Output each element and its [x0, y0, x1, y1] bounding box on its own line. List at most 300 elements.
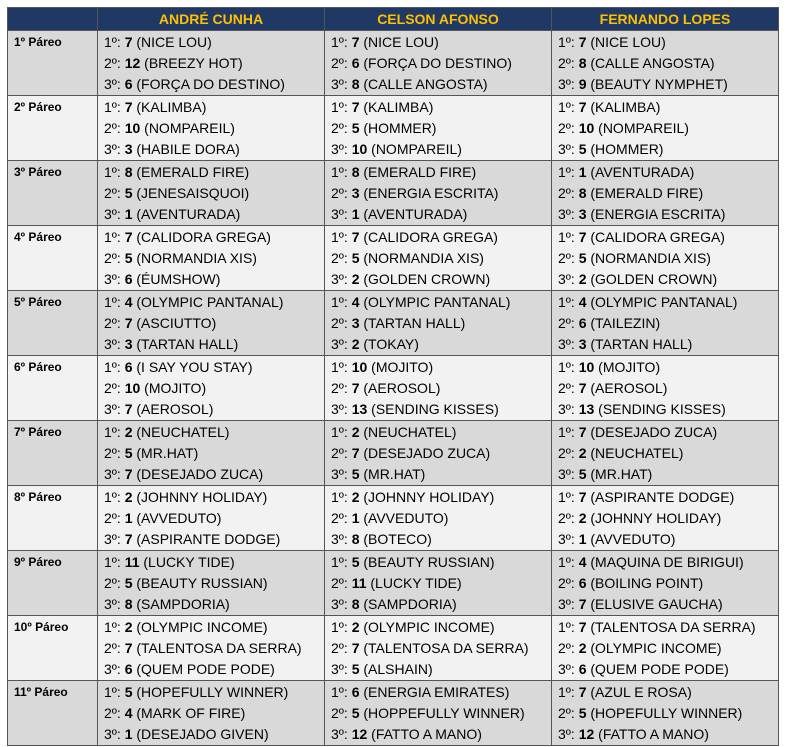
placing-label: 3º: [558, 661, 575, 677]
pick-line [558, 162, 778, 183]
placing-label: 2º: [558, 445, 575, 461]
horse-number: 6 [578, 575, 587, 591]
pick-line [558, 508, 778, 529]
placing-label: 3º: [104, 596, 121, 612]
horse-name: (BOTECO) [363, 531, 432, 547]
horse-number: 3 [351, 185, 360, 201]
horse-number: 8 [351, 164, 360, 180]
pick-cell [98, 616, 325, 681]
horse-name: (HOMMER) [363, 120, 437, 136]
pick-line [104, 32, 324, 53]
horse-name: (JOHNNY HOLIDAY) [363, 489, 495, 505]
placing-label: 2º: [558, 575, 575, 591]
placing-label: 3º: [331, 596, 348, 612]
placing-label: 1º: [331, 99, 348, 115]
race-label: 3º Páreo [8, 161, 98, 226]
horse-number: 7 [351, 99, 360, 115]
horse-number: 11 [124, 554, 140, 570]
horse-name: (NEUCHATEL) [590, 445, 684, 461]
pick-line [331, 638, 551, 659]
placing-label: 3º: [104, 206, 121, 222]
pick-line [331, 204, 551, 225]
placing-label: 1º: [558, 424, 575, 440]
column-header: CELSON AFONSO [325, 8, 552, 31]
horse-number: 2 [124, 424, 133, 440]
placing-label: 2º: [558, 510, 575, 526]
horse-number: 10 [351, 141, 368, 157]
pick-line [104, 508, 324, 529]
pick-cell [552, 31, 779, 96]
pick-cell [98, 551, 325, 616]
horse-number: 7 [124, 401, 133, 417]
horse-number: 7 [578, 34, 587, 50]
horse-number: 10 [351, 359, 368, 375]
placing-label: 3º: [104, 466, 121, 482]
pick-line [104, 74, 324, 95]
horse-number: 7 [351, 380, 360, 396]
placing-label: 2º: [331, 445, 348, 461]
horse-name: (MR.HAT) [363, 466, 426, 482]
placing-label: 3º: [104, 726, 121, 742]
horse-number: 2 [351, 424, 360, 440]
horse-name: (CALLE ANGOSTA) [590, 55, 715, 71]
horse-name: (MOJITO) [144, 380, 207, 396]
horse-number: 7 [351, 445, 360, 461]
horse-number: 8 [351, 596, 360, 612]
horse-number: 6 [351, 55, 360, 71]
horse-number: 2 [351, 336, 360, 352]
horse-number: 7 [351, 640, 360, 656]
placing-label: 2º: [331, 185, 348, 201]
race-row [8, 421, 779, 486]
placing-label: 1º: [331, 424, 348, 440]
horse-number: 1 [578, 164, 587, 180]
placing-label: 1º: [104, 489, 121, 505]
placing-label: 3º: [104, 336, 121, 352]
horse-number: 1 [124, 206, 133, 222]
horse-number: 5 [578, 466, 587, 482]
horse-number: 3 [351, 315, 360, 331]
pick-line [558, 617, 778, 638]
horse-name: (BEAUTY RUSSIAN) [363, 554, 495, 570]
horse-number: 6 [578, 661, 587, 677]
pick-line [331, 269, 551, 290]
pick-line [558, 183, 778, 204]
horse-number: 3 [578, 206, 587, 222]
placing-label: 3º: [104, 141, 121, 157]
pick-line [104, 204, 324, 225]
pick-cell [325, 551, 552, 616]
placing-label: 1º: [331, 164, 348, 180]
horse-name: (FORÇA DO DESTINO) [363, 55, 512, 71]
placing-label: 2º: [331, 380, 348, 396]
placing-label: 3º: [331, 466, 348, 482]
pick-line [331, 703, 551, 724]
horse-name: (ASPIRANTE DODGE) [136, 531, 281, 547]
pick-line [331, 378, 551, 399]
horse-name: (TALENTOSA DA SERRA) [363, 640, 529, 656]
horse-name: (ÉUMSHOW) [136, 271, 221, 287]
horse-number: 3 [124, 141, 133, 157]
horse-number: 2 [124, 489, 133, 505]
placing-label: 2º: [331, 120, 348, 136]
race-label: 6º Páreo [8, 356, 98, 421]
picks-table [7, 7, 779, 746]
pick-cell [325, 356, 552, 421]
horse-name: (NICE LOU) [136, 34, 212, 50]
placing-label: 2º: [558, 315, 575, 331]
horse-name: (MOJITO) [371, 359, 434, 375]
race-label: 2º Páreo [8, 96, 98, 161]
pick-line [104, 594, 324, 615]
pick-line [331, 464, 551, 485]
horse-name: (TOKAY) [363, 336, 419, 352]
placing-label: 2º: [104, 55, 121, 71]
horse-name: (CALIDORA GREGA) [363, 229, 498, 245]
horse-number: 7 [578, 380, 587, 396]
pick-cell [552, 291, 779, 356]
pick-cell [98, 226, 325, 291]
pick-cell [552, 551, 779, 616]
horse-number: 7 [124, 531, 133, 547]
horse-number: 5 [351, 120, 360, 136]
race-label: 4º Páreo [8, 226, 98, 291]
pick-line [104, 617, 324, 638]
horse-number: 5 [351, 705, 360, 721]
pick-line [331, 32, 551, 53]
pick-cell [325, 31, 552, 96]
placing-label: 3º: [104, 401, 121, 417]
pick-cell [98, 31, 325, 96]
horse-number: 7 [578, 596, 587, 612]
horse-name: (TALENTOSA DA SERRA) [136, 640, 302, 656]
placing-label: 3º: [558, 141, 575, 157]
pick-line [104, 724, 324, 745]
horse-number: 5 [351, 250, 360, 266]
pick-line [104, 443, 324, 464]
pick-line [558, 594, 778, 615]
placing-label: 2º: [558, 640, 575, 656]
horse-number: 6 [124, 76, 133, 92]
pick-line [104, 139, 324, 160]
pick-line [331, 573, 551, 594]
horse-name: (HOPEFULLY WINNER) [136, 684, 289, 700]
horse-name: (AEROSOL) [136, 401, 214, 417]
placing-label: 2º: [331, 250, 348, 266]
horse-name: (MARK OF FIRE) [136, 705, 246, 721]
pick-line [104, 638, 324, 659]
placing-label: 3º: [558, 336, 575, 352]
horse-number: 7 [124, 229, 133, 245]
horse-name: (KALIMBA) [136, 99, 207, 115]
pick-cell [98, 421, 325, 486]
horse-name: (ENERGIA ESCRITA) [363, 185, 499, 201]
horse-name: (SENDING KISSES) [371, 401, 499, 417]
pick-cell [552, 356, 779, 421]
pick-line [104, 97, 324, 118]
pick-line [331, 508, 551, 529]
placing-label: 1º: [104, 424, 121, 440]
horse-name: (AVVEDUTO) [590, 531, 676, 547]
placing-label: 2º: [104, 185, 121, 201]
horse-name: (DESEJADO GIVEN) [136, 726, 269, 742]
horse-number: 13 [351, 401, 368, 417]
pick-cell [552, 161, 779, 226]
horse-name: (NOMPAREIL) [144, 120, 235, 136]
horse-name: (MR.HAT) [590, 466, 653, 482]
race-row [8, 161, 779, 226]
horse-name: (DESEJADO ZUCA) [590, 424, 718, 440]
pick-line [331, 682, 551, 703]
horse-name: (SAMPDORIA) [363, 596, 457, 612]
horse-name: (ASCIUTTO) [136, 315, 217, 331]
pick-line [558, 248, 778, 269]
placing-label: 2º: [331, 575, 348, 591]
horse-number: 7 [351, 34, 360, 50]
placing-label: 1º: [558, 619, 575, 635]
horse-number: 5 [124, 575, 133, 591]
placing-label: 2º: [558, 705, 575, 721]
horse-number: 7 [351, 229, 360, 245]
horse-name: (AVVEDUTO) [363, 510, 449, 526]
pick-line [331, 139, 551, 160]
horse-name: (NORMANDIA XIS) [136, 250, 257, 266]
placing-label: 1º: [331, 359, 348, 375]
pick-line [331, 334, 551, 355]
placing-label: 2º: [104, 380, 121, 396]
horse-name: (SAMPDORIA) [136, 596, 230, 612]
horse-name: (LUCKY TIDE) [143, 554, 235, 570]
placing-label: 1º: [104, 294, 121, 310]
placing-label: 1º: [104, 229, 121, 245]
horse-number: 7 [578, 619, 587, 635]
pick-line [558, 487, 778, 508]
horse-name: (ENERGIA ESCRITA) [590, 206, 726, 222]
pick-line [104, 269, 324, 290]
pick-line [558, 204, 778, 225]
pick-line [558, 139, 778, 160]
horse-name: (JOHNNY HOLIDAY) [136, 489, 268, 505]
horse-number: 10 [578, 359, 595, 375]
pick-cell [98, 356, 325, 421]
placing-label: 2º: [104, 315, 121, 331]
placing-label: 3º: [558, 206, 575, 222]
horse-number: 12 [124, 55, 141, 71]
pick-line [331, 74, 551, 95]
pick-line [104, 552, 324, 573]
pick-cell [325, 486, 552, 551]
placing-label: 2º: [558, 250, 575, 266]
placing-label: 1º: [331, 489, 348, 505]
horse-number: 5 [124, 445, 133, 461]
placing-label: 1º: [331, 229, 348, 245]
placing-label: 1º: [104, 684, 121, 700]
horse-number: 8 [351, 76, 360, 92]
horse-name: (NOMPAREIL) [598, 120, 689, 136]
horse-name: (I SAY YOU STAY) [136, 359, 253, 375]
horse-number: 5 [351, 661, 360, 677]
horse-number: 7 [124, 99, 133, 115]
pick-cell [98, 681, 325, 746]
horse-name: (MOJITO) [598, 359, 661, 375]
placing-label: 1º: [104, 164, 121, 180]
pick-line [104, 464, 324, 485]
horse-number: 7 [578, 684, 587, 700]
horse-number: 5 [351, 554, 360, 570]
horse-name: (EMERALD FIRE) [363, 164, 477, 180]
placing-label: 1º: [331, 34, 348, 50]
horse-name: (HABILE DORA) [136, 141, 240, 157]
placing-label: 2º: [558, 55, 575, 71]
horse-name: (ENERGIA EMIRATES) [363, 684, 510, 700]
horse-name: (AVENTURADA) [590, 164, 695, 180]
placing-label: 3º: [331, 206, 348, 222]
placing-label: 3º: [104, 661, 121, 677]
horse-number: 12 [351, 726, 368, 742]
horse-name: (HOPEFULLY WINNER) [590, 705, 743, 721]
horse-name: (KALIMBA) [363, 99, 434, 115]
horse-name: (SENDING KISSES) [598, 401, 726, 417]
pick-line [558, 682, 778, 703]
horse-name: (NICE LOU) [590, 34, 666, 50]
placing-label: 2º: [331, 315, 348, 331]
horse-name: (JOHNNY HOLIDAY) [590, 510, 722, 526]
placing-label: 3º: [331, 76, 348, 92]
horse-name: (CALIDORA GREGA) [590, 229, 725, 245]
placing-label: 1º: [331, 684, 348, 700]
race-row [8, 226, 779, 291]
horse-name: (CALLE ANGOSTA) [363, 76, 488, 92]
horse-name: (AEROSOL) [590, 380, 668, 396]
pick-line [104, 227, 324, 248]
horse-name: (OLYMPIC PANTANAL) [590, 294, 738, 310]
pick-line [558, 443, 778, 464]
horse-name: (OLYMPIC INCOME) [590, 640, 722, 656]
race-label: 10º Páreo [8, 616, 98, 681]
placing-label: 1º: [104, 359, 121, 375]
pick-line [558, 32, 778, 53]
placing-label: 1º: [104, 619, 121, 635]
horse-number: 6 [578, 315, 587, 331]
horse-name: (ASPIRANTE DODGE) [590, 489, 735, 505]
placing-label: 1º: [558, 359, 575, 375]
pick-cell [552, 226, 779, 291]
pick-line [558, 703, 778, 724]
pick-line [558, 292, 778, 313]
pick-line [558, 269, 778, 290]
pick-line [104, 292, 324, 313]
pick-line [104, 53, 324, 74]
horse-name: (AZUL E ROSA) [590, 684, 692, 700]
pick-line [331, 724, 551, 745]
horse-name: (QUEM PODE PODE) [136, 661, 275, 677]
placing-label: 2º: [331, 705, 348, 721]
pick-cell [325, 226, 552, 291]
race-row [8, 291, 779, 356]
pick-line [558, 464, 778, 485]
horse-name: (TAILEZIN) [590, 315, 661, 331]
horse-number: 10 [124, 380, 141, 396]
horse-number: 8 [351, 531, 360, 547]
placing-label: 1º: [331, 294, 348, 310]
horse-number: 1 [351, 206, 360, 222]
horse-number: 7 [124, 315, 133, 331]
placing-label: 3º: [558, 401, 575, 417]
race-row [8, 356, 779, 421]
pick-line [558, 53, 778, 74]
horse-number: 6 [124, 661, 133, 677]
horse-name: (OLYMPIC INCOME) [363, 619, 495, 635]
horse-name: (AEROSOL) [363, 380, 441, 396]
placing-label: 2º: [331, 640, 348, 656]
pick-line [331, 53, 551, 74]
column-header: FERNANDO LOPES [552, 8, 779, 31]
pick-cell [552, 681, 779, 746]
horse-name: (CALIDORA GREGA) [136, 229, 271, 245]
pick-line [558, 529, 778, 550]
horse-number: 11 [351, 575, 367, 591]
horse-name: (TALENTOSA DA SERRA) [590, 619, 756, 635]
placing-label: 1º: [331, 554, 348, 570]
placing-label: 1º: [104, 34, 121, 50]
placing-label: 3º: [558, 531, 575, 547]
pick-line [104, 659, 324, 680]
placing-label: 3º: [331, 661, 348, 677]
pick-line [331, 183, 551, 204]
placing-label: 3º: [331, 531, 348, 547]
horse-name: (ELUSIVE GAUCHA) [590, 596, 723, 612]
pick-line [331, 443, 551, 464]
horse-name: (AVENTURADA) [363, 206, 468, 222]
horse-number: 4 [124, 705, 133, 721]
pick-line [558, 227, 778, 248]
placing-label: 3º: [558, 466, 575, 482]
horse-name: (NOMPAREIL) [371, 141, 462, 157]
horse-name: (EMERALD FIRE) [590, 185, 704, 201]
placing-label: 2º: [331, 55, 348, 71]
horse-number: 3 [124, 336, 133, 352]
pick-line [104, 162, 324, 183]
horse-number: 6 [351, 684, 360, 700]
horse-number: 6 [124, 271, 133, 287]
placing-label: 1º: [104, 99, 121, 115]
horse-name: (LUCKY TIDE) [370, 575, 462, 591]
pick-line [558, 378, 778, 399]
horse-name: (DESEJADO ZUCA) [136, 466, 264, 482]
horse-number: 2 [124, 619, 133, 635]
placing-label: 2º: [558, 185, 575, 201]
horse-number: 4 [578, 294, 587, 310]
placing-label: 1º: [331, 619, 348, 635]
placing-label: 3º: [558, 271, 575, 287]
pick-line [558, 573, 778, 594]
placing-label: 1º: [558, 489, 575, 505]
placing-label: 1º: [558, 229, 575, 245]
horse-number: 7 [578, 424, 587, 440]
placing-label: 2º: [104, 250, 121, 266]
pick-line [558, 118, 778, 139]
horse-number: 7 [578, 99, 587, 115]
horse-number: 4 [124, 294, 133, 310]
horse-name: (BEAUTY RUSSIAN) [136, 575, 268, 591]
pick-cell [552, 96, 779, 161]
pick-line [558, 313, 778, 334]
pick-cell [98, 96, 325, 161]
pick-line [104, 313, 324, 334]
horse-name: (NEUCHATEL) [136, 424, 230, 440]
pick-cell [552, 486, 779, 551]
horse-name: (QUEM PODE PODE) [590, 661, 729, 677]
